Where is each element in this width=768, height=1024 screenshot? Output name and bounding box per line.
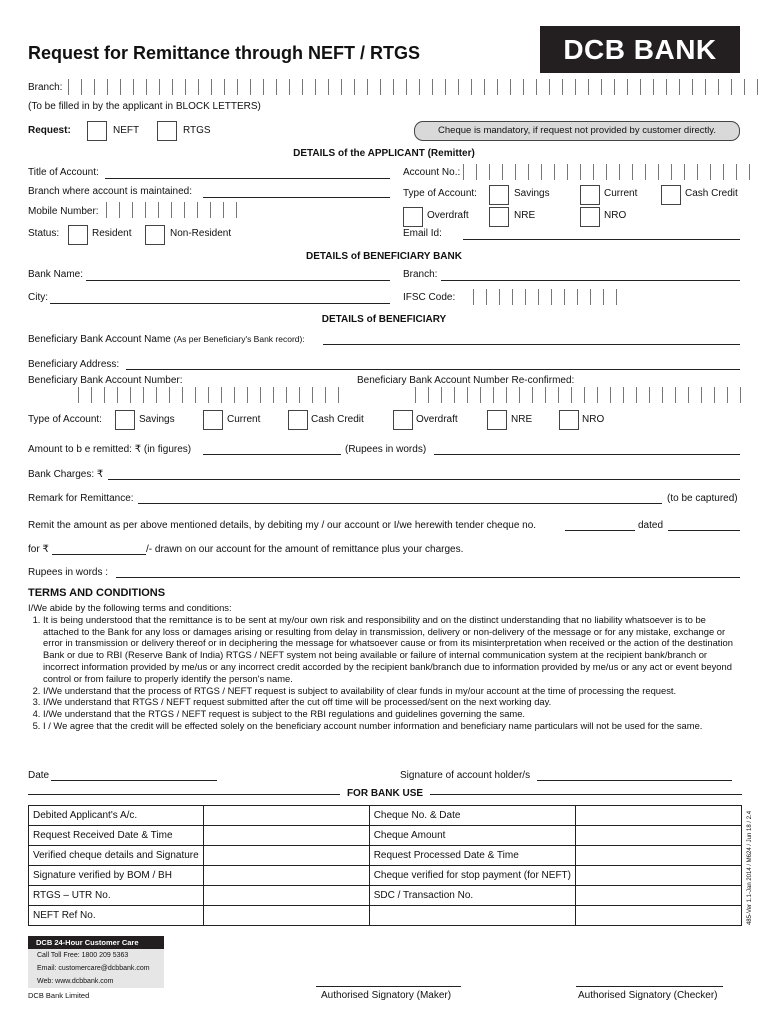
bank-cell-value[interactable] [203, 886, 369, 906]
cheque-no-field[interactable] [565, 530, 635, 531]
care-email: Email: customercare@dcbbank.com [37, 965, 150, 972]
current-checkbox[interactable] [580, 185, 600, 205]
beneficiary-account-confirm-boxes[interactable] [415, 387, 741, 403]
request-label: Request: [28, 125, 71, 136]
maker-signature-line[interactable] [316, 986, 461, 987]
signature-holder-field[interactable] [537, 780, 732, 781]
account-no-input-boxes[interactable] [463, 164, 750, 180]
mobile-input-boxes[interactable] [106, 202, 237, 218]
nre-checkbox[interactable] [489, 207, 509, 227]
table-row [29, 806, 742, 826]
cash-credit-label: Cash Credit [685, 188, 738, 199]
ifsc-label: IFSC Code: [403, 292, 456, 303]
bank-name-label: Bank Name: [28, 269, 84, 280]
ben-nre-checkbox[interactable] [487, 410, 507, 430]
beneficiary-account-number-label: Beneficiary Bank Account Number: [28, 375, 183, 386]
cheque-mandatory-note: Cheque is mandatory, if request not provided by customer directly. [414, 121, 740, 141]
remark-field[interactable] [138, 503, 662, 504]
signature-holder-label: Signature of account holder/s [400, 770, 531, 781]
terms-item: 3. I/We understand that RTGS / NEFT request submitted after the cut off time will be processed/sent on the next working day. [43, 696, 743, 708]
bank-cell-label: RTGS – UTR No. [29, 886, 204, 906]
mobile-label: Mobile Number: [28, 206, 99, 217]
terms-item: 2. I/We understand that the process of RTGS / NEFT request is subject to availability of clear funds in my/our account at the time of processing the request. [43, 685, 743, 697]
status-label: Status: [28, 228, 60, 239]
toll-free-number: Call Toll Free: 1800 209 5363 [37, 952, 129, 959]
block-letters-note: (To be filled in by the applicant in BLOCK LETTERS) [28, 101, 261, 112]
bank-cell-label: Signature verified by BOM / BH [29, 866, 204, 886]
bank-cell-label: Cheque verified for stop payment (for NEFT) [369, 866, 575, 886]
ben-current-checkbox[interactable] [203, 410, 223, 430]
bank-use-table [28, 805, 742, 926]
for-rupee-label: for ₹ [28, 544, 49, 555]
beneficiary-account-name-text: Beneficiary Bank Account Name [28, 334, 171, 345]
amount-label: Amount to b e remitted: ₹ (in figures) [28, 444, 192, 455]
company-name: DCB Bank Limited [28, 991, 90, 1000]
dcb-bank-logo: DCB BANK [540, 26, 740, 73]
overdraft-checkbox[interactable] [403, 207, 423, 227]
terms-item: 4. I/We understand that the RTGS / NEFT request is subject to the RBI regulations and guidelines governing the same. [43, 708, 743, 720]
beneficiary-account-confirm-label: Beneficiary Bank Account Number Re-confirmed: [357, 375, 575, 386]
rtgs-checkbox[interactable] [157, 121, 177, 141]
care-website: Web: www.dcbbank.com [37, 978, 114, 985]
beneficiary-bank-heading: DETAILS of BENEFICIARY BANK [306, 251, 462, 262]
bank-cell-label: Request Received Date & Time [29, 826, 204, 846]
bank-cell-value[interactable] [203, 906, 369, 926]
ben-nro-label: NRO [582, 414, 605, 425]
ben-current-label: Current [227, 414, 261, 425]
bank-cell-label: Debited Applicant's A/c. [29, 806, 204, 826]
table-row [29, 826, 742, 846]
bank-cell-label: NEFT Ref No. [29, 906, 204, 926]
ben-savings-checkbox[interactable] [115, 410, 135, 430]
title-of-account-label: Title of Account: [28, 167, 99, 178]
non-resident-label: Non-Resident [170, 228, 232, 239]
savings-checkbox[interactable] [489, 185, 509, 205]
beneficiary-account-number-boxes[interactable] [78, 387, 339, 403]
overdraft-label: Overdraft [427, 210, 469, 221]
bank-cell-value[interactable] [576, 806, 742, 826]
ben-cash-credit-checkbox[interactable] [288, 410, 308, 430]
neft-checkbox[interactable] [87, 121, 107, 141]
resident-label: Resident [92, 228, 132, 239]
rtgs-label: RTGS [183, 125, 211, 136]
branch-maintained-field[interactable] [203, 197, 390, 198]
ben-overdraft-label: Overdraft [416, 414, 458, 425]
terms-heading: TERMS AND CONDITIONS [28, 587, 166, 599]
non-resident-checkbox[interactable] [145, 225, 165, 245]
bank-cell-label: Cheque Amount [369, 826, 575, 846]
bank-name-field[interactable] [86, 280, 390, 281]
terms-intro: I/We abide by the following terms and conditions: [28, 602, 232, 613]
current-label: Current [604, 188, 638, 199]
for-amount-field[interactable] [52, 554, 146, 555]
bank-cell-value[interactable] [203, 866, 369, 886]
ben-overdraft-checkbox[interactable] [393, 410, 413, 430]
account-no-label: Account No.: [403, 167, 461, 178]
ben-cash-credit-label: Cash Credit [311, 414, 364, 425]
table-row [29, 886, 742, 906]
amount-words-field[interactable] [434, 454, 740, 455]
beneficiary-account-name-label [28, 334, 305, 345]
bank-use-heading: FOR BANK USE [340, 788, 430, 799]
beneficiary-branch-label: Branch: [403, 269, 438, 280]
bank-cell-value[interactable] [576, 866, 742, 886]
rupees-in-words-field[interactable] [116, 577, 740, 578]
table-row [29, 866, 742, 886]
email-field[interactable] [463, 239, 740, 240]
bank-cell-value[interactable] [203, 846, 369, 866]
bank-cell-value[interactable] [203, 806, 369, 826]
title-of-account-field[interactable] [105, 178, 390, 179]
bank-cell-value[interactable] [576, 826, 742, 846]
ben-nro-checkbox[interactable] [559, 410, 579, 430]
to-be-captured: (to be captured) [667, 493, 738, 504]
ben-savings-label: Savings [139, 414, 175, 425]
rupees-in-words-paren: (Rupees in words) [345, 444, 427, 455]
beneficiary-address-label: Beneficiary Address: [28, 359, 120, 370]
customer-care-title: DCB 24-Hour Customer Care [28, 936, 164, 949]
neft-label: NEFT [113, 125, 140, 136]
table-row [29, 846, 742, 866]
bank-cell-label: Request Processed Date & Time [369, 846, 575, 866]
maker-label: Authorised Signatory (Maker) [321, 990, 452, 1001]
city-field[interactable] [50, 303, 390, 304]
checker-label: Authorised Signatory (Checker) [578, 990, 718, 1001]
form-title: Request for Remittance through NEFT / RTGS [28, 43, 421, 63]
bank-cell-label: SDC / Transaction No. [369, 886, 575, 906]
bank-charges-label: Bank Charges: ₹ [28, 469, 104, 480]
customer-care-box [28, 949, 164, 988]
beneficiary-address-field[interactable] [126, 369, 740, 370]
beneficiary-account-name-note: (As per Beneficiary's Bank record): [173, 334, 305, 344]
date-field[interactable] [51, 780, 217, 781]
amount-figures-field[interactable] [203, 454, 341, 455]
bank-cell-value[interactable] [576, 906, 742, 926]
nro-checkbox[interactable] [580, 207, 600, 227]
bank-cell-label: Verified cheque details and Signature [29, 846, 204, 866]
terms-body [28, 602, 743, 732]
ifsc-input-boxes[interactable] [473, 289, 617, 305]
checker-signature-line[interactable] [576, 986, 723, 987]
terms-item: 5. I / We agree that the credit will be effected solely on the beneficiary account number information and beneficiary name particulars will not be used for the same. [43, 720, 743, 732]
remit-text: Remit the amount as per above mentioned details, by debiting my / our account or I/we herewith tender cheque no. [28, 520, 537, 531]
branch-maintained-label: Branch where account is maintained: [28, 186, 192, 197]
type-of-account-label: Type of Account: [403, 188, 477, 199]
cash-credit-checkbox[interactable] [661, 185, 681, 205]
branch-input-boxes[interactable] [68, 79, 768, 95]
savings-label: Savings [514, 188, 550, 199]
drawn-text: /- drawn on our account for the amount of remittance plus your charges. [146, 544, 464, 555]
bank-cell-value[interactable] [576, 886, 742, 906]
dated-field[interactable] [668, 530, 740, 531]
beneficiary-branch-field[interactable] [441, 280, 740, 281]
ben-nre-label: NRE [511, 414, 533, 425]
form-version-code: 485-Ver 1.1-Jan 2014 / M624 / Jun 18 / 2.4 [747, 810, 753, 926]
bank-cell-label: Cheque No. & Date [369, 806, 575, 826]
rupees-in-words-label: Rupees in words : [28, 567, 109, 578]
table-row [29, 906, 742, 926]
dated-label: dated [638, 520, 664, 531]
bank-cell-label [369, 906, 575, 926]
beneficiary-account-name-field[interactable] [323, 344, 740, 345]
resident-checkbox[interactable] [68, 225, 88, 245]
beneficiary-type-label: Type of Account: [28, 414, 102, 425]
nro-label: NRO [604, 210, 627, 221]
applicant-heading: DETAILS of the APPLICANT (Remitter) [293, 148, 475, 159]
bank-charges-field[interactable] [108, 479, 740, 480]
date-label: Date [28, 770, 50, 781]
beneficiary-heading: DETAILS of BENEFICIARY [321, 314, 447, 325]
bank-cell-value[interactable] [203, 826, 369, 846]
nre-label: NRE [514, 210, 536, 221]
terms-item: 1. It is being understood that the remittance is to be sent at my/our own risk and responsibility and on the distinct understanding that no liability whatsoever is to be attached to the Bank for any loss or damages arising or resulting from delay in transmission, delivery or non-delivery of the message or for any mistake, exchange or error in transmission or delivery thereof or in deciphering the message for whatsoever cause or from its misinterpretation when received or the action of the destination Bank or due to RBI (Reserve Bank of India) RTGS / NEFT system not being available or failure of internal communication system at the recipient bank/branch or incorrect information provided by me/us or any incorrect credit accorded by the recipient bank/branch due to information provided by me/us or any act or event beyond control or from failure to properly identify the person's name. [43, 614, 743, 685]
remark-label: Remark for Remittance: [28, 493, 134, 504]
branch-label: Branch: [28, 82, 63, 93]
bank-cell-value[interactable] [576, 846, 742, 866]
city-label: City: [28, 292, 48, 303]
email-label: Email Id: [403, 228, 442, 239]
